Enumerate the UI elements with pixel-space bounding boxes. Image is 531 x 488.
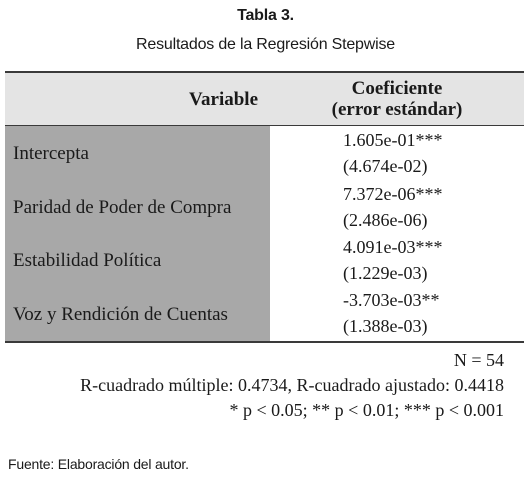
row-stderr-ppp: (2.486e-06) <box>343 210 428 230</box>
header-coefficient <box>270 78 524 120</box>
row-coefficient-intercepta: 1.605e-01*** <box>343 130 443 150</box>
row-stderr-voz: (1.388e-03) <box>343 316 428 336</box>
note-sample-size: N = 54 <box>453 350 504 370</box>
row-stderr-intercepta: (4.674e-02) <box>343 156 428 176</box>
row-coefficient-estabilidad: 4.091e-03*** <box>343 237 443 257</box>
row-variable-ppp: Paridad de Poder de Compra <box>13 197 232 218</box>
row-variable-estabilidad: Estabilidad Política <box>13 250 162 271</box>
table-bottom-rule <box>5 341 524 343</box>
row-variable-intercepta: Intercepta <box>13 143 89 164</box>
note-significance: * p < 0.05; ** p < 0.01; *** p < 0.001 <box>229 400 504 420</box>
row-coefficient-ppp: 7.372e-06*** <box>343 184 443 204</box>
table-caption-subtitle: Resultados de la Regresión Stepwise <box>136 36 395 53</box>
note-r-squared: R-cuadrado múltiple: 0.4734, R-cuadrado ajustado: 0.4418 <box>80 375 504 395</box>
row-variable-voz: Voz y Rendición de Cuentas <box>13 304 228 325</box>
table-caption-title: Tabla 3. <box>237 7 294 24</box>
row-stderr-estabilidad: (1.229e-03) <box>343 263 428 283</box>
source-note: Fuente: Elaboración del autor. <box>8 456 189 472</box>
header-variable-label: Variable <box>189 89 258 110</box>
header-coefficient-line2: (error estándar) <box>331 99 463 120</box>
header-coefficient-line1: Coeficiente <box>351 78 443 99</box>
header-variable <box>5 90 270 110</box>
row-coefficient-voz: -3.703e-03** <box>343 290 440 310</box>
